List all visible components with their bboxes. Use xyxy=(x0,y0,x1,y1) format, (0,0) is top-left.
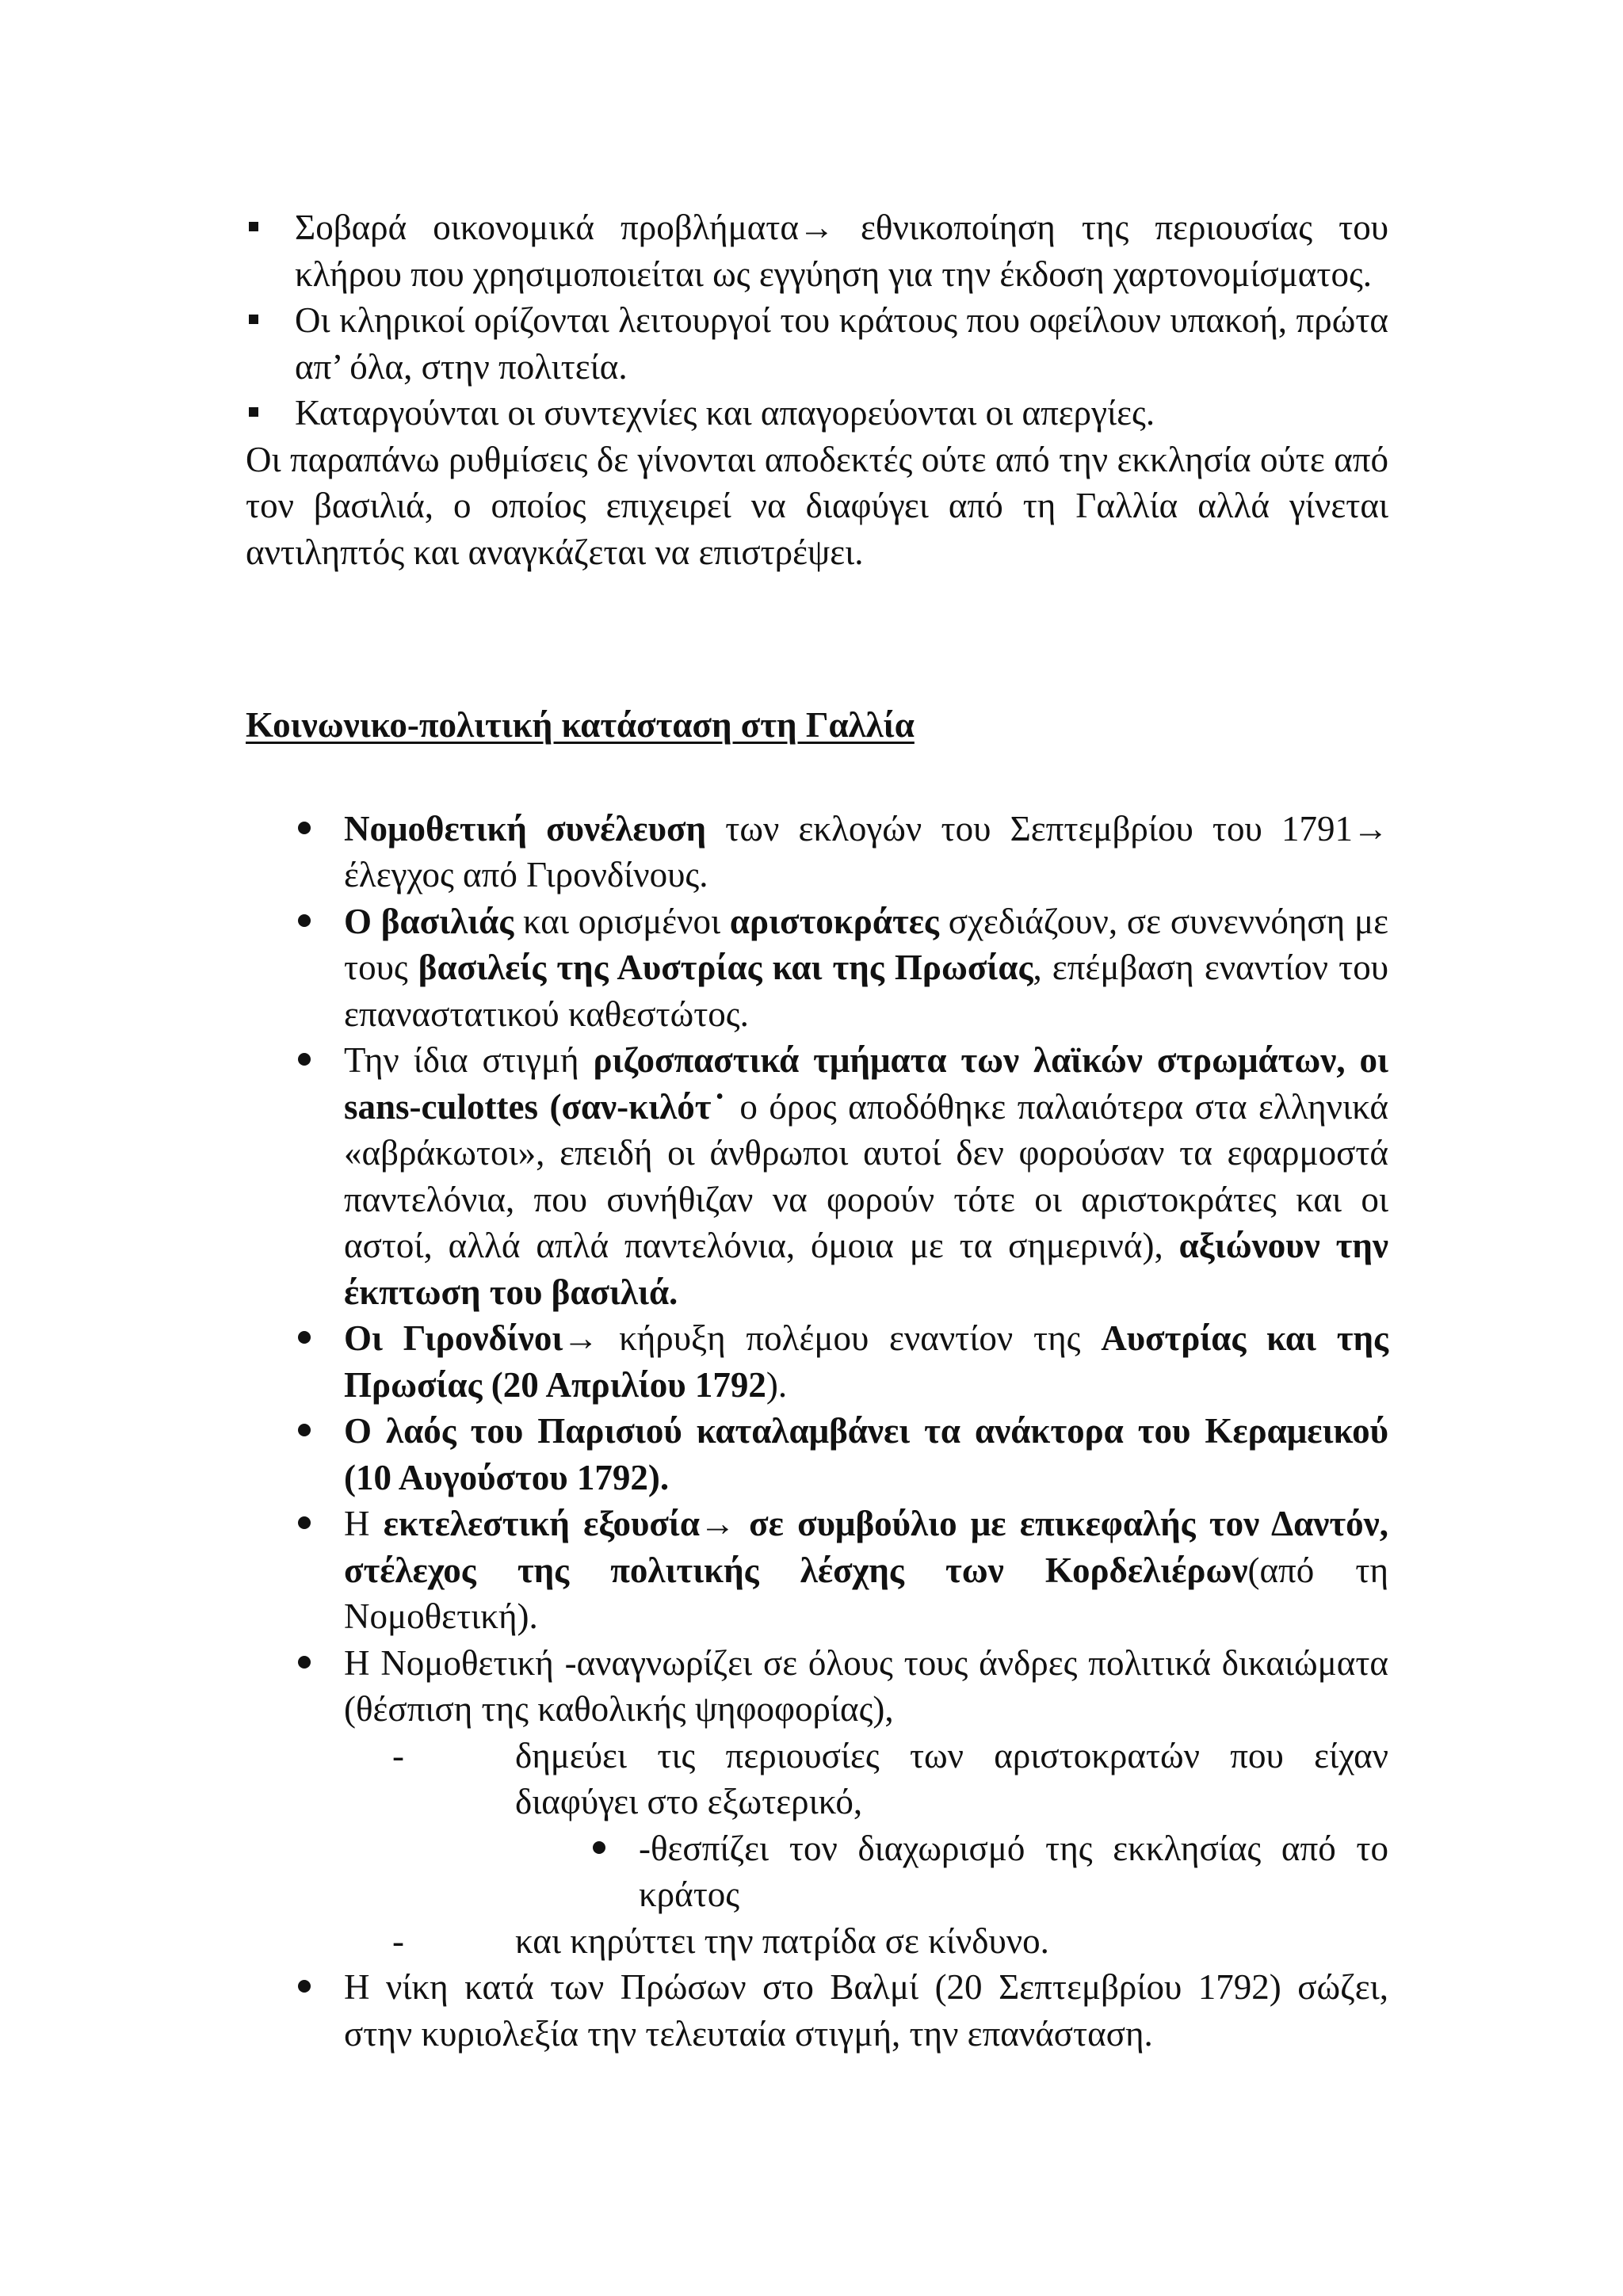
text-span: Την ίδια στιγμή xyxy=(344,1040,594,1080)
bold-text: Οι Γιρονδίνοι xyxy=(344,1318,563,1358)
list-item xyxy=(246,204,1388,297)
bold-text: Νομοθετική συνέλευση xyxy=(344,808,707,849)
section-heading: Κοινωνικο-πολιτική κατάσταση στη Γαλλία xyxy=(246,705,915,745)
body-paragraph: Οι παραπάνω ρυθμίσεις δε γίνονται αποδεκτές ούτε από την εκκλησία ούτε από τον βασιλιά, ο οποίος επιχειρεί να διαφύγει από τη Γαλλία αλλά γίνεται αντιληπτός και αναγκάζεται να επιστρέψει. xyxy=(246,439,1388,572)
list-item xyxy=(246,297,1388,390)
document-content xyxy=(246,204,1388,2057)
list-item-text: Οι κληρικοί ορίζονται λειτουργοί του κράτους που οφείλουν υπακοή, πρώτα απ’ όλα, στην πολιτεία. xyxy=(295,300,1388,387)
square-bullet-icon xyxy=(249,407,258,417)
bullet-list xyxy=(246,806,1388,2058)
text-span: και ορισμένοι xyxy=(514,901,730,941)
bullet-dot-icon xyxy=(298,1053,311,1066)
list-item-text: Σοβαρά οικονομικά προβλήματα→ εθνικοποίηση της περιουσίας του κλήρου που χρησιμοποιείται ως εγγύηση για την έκδοση χαρτονομίσματος. xyxy=(295,208,1388,294)
sub-bullet-item xyxy=(246,1825,1388,1918)
dash-marker: - xyxy=(392,1735,404,1775)
text-span: , επέμβαση εναντίον του επαναστατικού καθεστώτος. xyxy=(344,948,1388,1034)
dash-marker: - xyxy=(392,1920,404,1961)
square-bullet-icon xyxy=(249,315,258,324)
list-item xyxy=(246,1501,1388,1640)
bullet-dot-icon xyxy=(298,914,311,927)
bold-text: αξιώνουν την έκπτωση του βασιλιά. xyxy=(344,1226,1388,1312)
text-span: (από τη Νομοθετική). xyxy=(344,1550,1388,1636)
bullet-dot-icon xyxy=(593,1841,605,1854)
bullet-dot-icon xyxy=(298,1980,311,1993)
list-item-text: Καταργούνται οι συντεχνίες και απαγορεύονται οι απεργίες. xyxy=(295,393,1155,433)
bold-text: ριζοσπαστικά τμήματα των λαϊκών στρωμάτων, οι sans-culottes (σαν-κιλότ˙ xyxy=(344,1040,1389,1127)
list-item xyxy=(246,390,1388,437)
list-item xyxy=(246,1315,1388,1408)
text-span: Η νίκη κατά των Πρώσων στο Βαλμί (20 Σεπτεμβρίου 1792) σώζει, στην κυριολεξία την τελευταία στιγμή, την επανάσταση. xyxy=(344,1967,1388,2054)
dash-item xyxy=(246,1918,1388,1965)
dash-list xyxy=(246,1733,1388,1825)
nested-list-container xyxy=(246,1733,1388,1965)
list-item xyxy=(246,1037,1388,1315)
bullet-dot-icon xyxy=(298,822,311,834)
text-span: ο όρος αποδόθηκε παλαιότερα στα ελληνικά «αβράκωτοι», επειδή οι άνθρωποι αυτοί δεν φορούσαν τα εφαρμοστά παντελόνια, που συνήθιζαν να φορούν τότε οι αριστοκράτες και οι αστοί, αλλά απλά παντελόνια, όμοια με τα σημερινά), xyxy=(344,1086,1388,1265)
square-bullet-icon xyxy=(249,222,258,231)
text-span: Η xyxy=(344,1504,384,1543)
bold-text: αριστοκράτες xyxy=(729,901,939,941)
bullet-dot-icon xyxy=(298,1656,311,1669)
list-item xyxy=(246,806,1388,898)
bold-text: Αυστρίας και της Πρωσίας (20 Απριλίου 1792 xyxy=(344,1318,1388,1405)
text-span: σχεδιάζουν, σε συνεννόηση με τους xyxy=(344,901,1388,987)
text-span: ). xyxy=(766,1364,788,1405)
sub-bullet-text: -θεσπίζει τον διαχωρισμό της εκκλησίας από το κράτος xyxy=(639,1828,1388,1914)
text-span: των εκλογών του Σεπτεμβρίου του 1791→ έλεγχος από Γιρονδίνους. xyxy=(344,808,1389,894)
bold-text: Ο βασιλιάς xyxy=(344,901,514,941)
dash-item-text: δημεύει τις περιουσίες των αριστοκρατών που είχαν διαφύγει στο εξωτερικό, xyxy=(515,1735,1388,1821)
bullet-dot-icon xyxy=(298,1331,311,1344)
list-item xyxy=(246,898,1388,1038)
bold-text: εκτελεστική εξουσία→ σε συμβούλιο με επικεφαλής τον Δαντόν, στέλεχος της πολιτικής λέσχης των Κορδελιέρων xyxy=(344,1504,1389,1590)
square-bullet-list xyxy=(246,204,1388,437)
bullet-dot-icon xyxy=(298,1424,311,1436)
list-item xyxy=(246,1964,1388,2057)
list-item xyxy=(246,1640,1388,1733)
dash-item xyxy=(246,1733,1388,1825)
dash-item-text: και κηρύττει την πατρίδα σε κίνδυνο. xyxy=(515,1920,1049,1961)
text-span: → κήρυξη πολέμου εναντίον της xyxy=(563,1318,1102,1358)
bullet-dot-icon xyxy=(298,1516,311,1529)
bold-text: Ο λαός του Παρισιού καταλαμβάνει τα ανάκτορα του Κεραμεικού (10 Αυγούστου 1792). xyxy=(344,1411,1388,1497)
list-item xyxy=(246,1408,1388,1501)
bold-text: βασιλείς της Αυστρίας και της Πρωσίας xyxy=(418,948,1033,987)
dash-list xyxy=(246,1918,1388,1965)
list-item-text: Η Νομοθετική -αναγνωρίζει σε όλους τους άνδρες πολιτικά δικαιώματα (θέσπιση της καθολικής ψηφοφορίας), xyxy=(344,1642,1388,1729)
